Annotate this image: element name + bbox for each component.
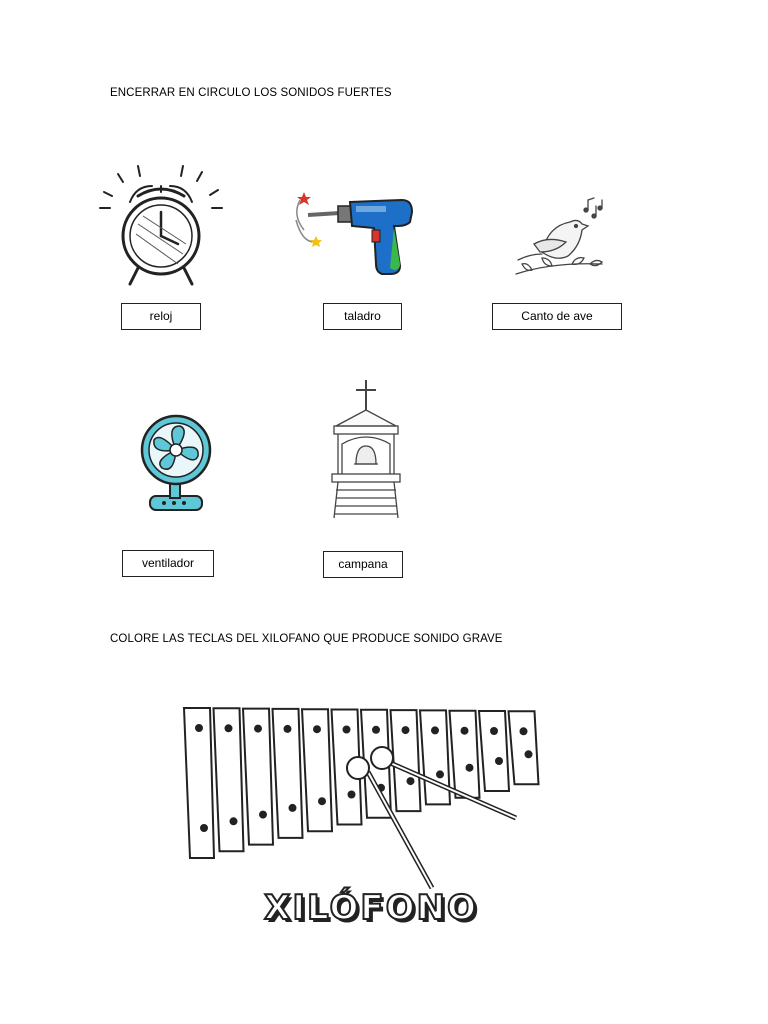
bell-tower-icon [330, 378, 402, 520]
label-ventilador: ventilador [122, 550, 214, 577]
fan-icon [130, 414, 214, 514]
key-hole [462, 728, 468, 734]
key-hole [496, 758, 502, 764]
key-hole [319, 798, 325, 804]
label-campana: campana [323, 551, 403, 578]
key-hole [521, 728, 527, 734]
xylophone-title: XILÓFONO [264, 888, 478, 928]
key-hole [373, 727, 379, 733]
key-hole [285, 726, 291, 732]
key-hole [255, 726, 261, 732]
key-hole [403, 727, 409, 733]
xylophone-key [420, 710, 450, 804]
instruction-circle-loud-sounds: ENCERRAR EN CIRCULO LOS SONIDOS FUERTES [110, 87, 392, 99]
xylophone-key [391, 710, 421, 811]
xylophone-key [509, 711, 539, 784]
key-hole [196, 725, 202, 731]
instruction-color-low-keys: COLORE LAS TECLAS DEL XILOFANO QUE PRODUCE SONIDO GRAVE [110, 633, 503, 645]
key-hole [526, 751, 532, 757]
xylophone-key [450, 711, 480, 798]
key-hole [432, 727, 438, 733]
key-hole [467, 765, 473, 771]
singing-bird-icon [512, 196, 608, 288]
key-hole [314, 726, 320, 732]
label-canto-de-ave: Canto de ave [492, 303, 622, 330]
label-taladro: taladro [323, 303, 402, 330]
key-hole [408, 778, 414, 784]
key-hole [201, 825, 207, 831]
key-hole [290, 805, 296, 811]
xylophone-icon [180, 700, 560, 900]
key-hole [349, 792, 355, 798]
key-hole [260, 812, 266, 818]
label-reloj: reloj [121, 303, 201, 330]
key-hole [344, 727, 350, 733]
xylophone-key [479, 711, 509, 791]
key-hole [437, 771, 443, 777]
key-hole [226, 725, 232, 731]
alarm-clock-icon [98, 164, 226, 290]
key-hole [231, 818, 237, 824]
drill-icon [290, 180, 420, 280]
key-hole [491, 728, 497, 734]
